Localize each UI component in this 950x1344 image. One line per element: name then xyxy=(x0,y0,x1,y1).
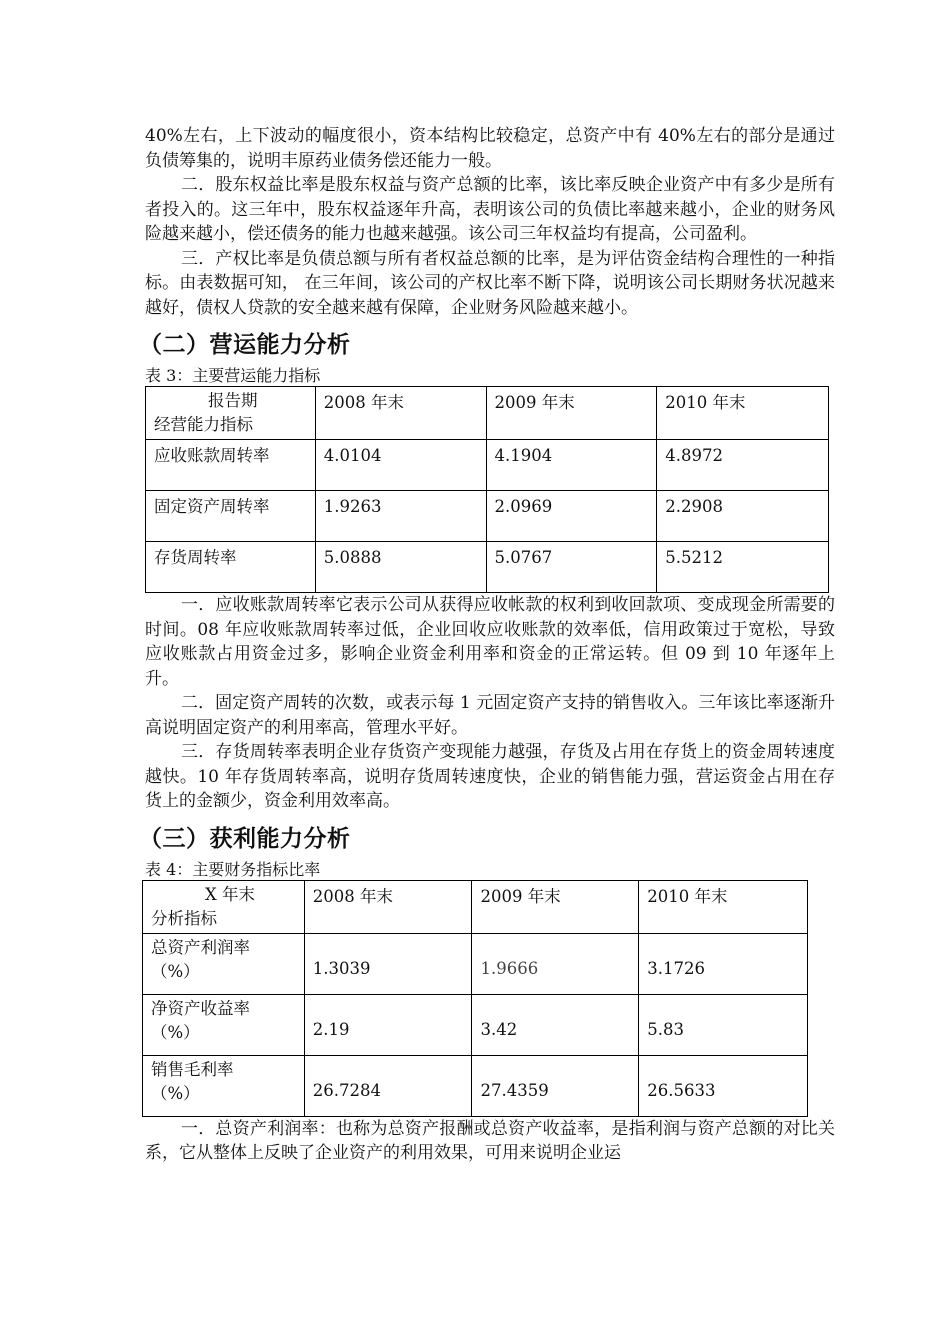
row-label-cell xyxy=(143,994,305,1055)
table-cell: 4.0104 xyxy=(315,440,486,491)
table-cell: 3.1726 xyxy=(639,933,808,994)
diagonal-header-cell xyxy=(146,387,316,440)
table-header-row xyxy=(146,387,829,440)
row-label: 净资产收益率 xyxy=(151,998,250,1018)
row-label: 存货周转率 xyxy=(146,542,316,593)
intro-paragraph-2: 二．股东权益比率是股东权益与资产总额的比率，该比率反映企业资产中有多少是所有者投入的。这三年中，股东权益逐年升高，表明该公司的负债比率越来越小，企业的财务风险越来越小，偿还债务的能力也越来越强。该公司三年权益均有提高，公司盈利。 xyxy=(145,175,835,244)
table-cell: 1.9666 xyxy=(472,933,639,994)
intro-paragraph-1: 40%左右，上下波动的幅度很小，资本结构比较稳定，总资产中有 40%左右的部分是通过负债筹集的，说明丰原药业债务偿还能力一般。 xyxy=(145,126,835,171)
operating-paragraph-3: 三．存货周转率表明企业存货资产变现能力越强，存货及占用在存货上的资金周转速度越快。10 年存货周转率高，说明存货周转速度快，企业的销售能力强，营运资金占用在存货上的金额少，资金利用效率高。 xyxy=(145,742,835,811)
header-year-label: X 年末 xyxy=(205,884,255,904)
column-header: 2009 年末 xyxy=(486,387,657,440)
table-cell: 4.1904 xyxy=(486,440,657,491)
column-header: 2008 年末 xyxy=(304,880,472,933)
table-cell: 2.19 xyxy=(304,994,472,1055)
table4-caption: 表 4：主要财务指标比率 xyxy=(145,859,321,879)
table-row xyxy=(143,933,808,994)
table-cell: 5.0888 xyxy=(315,542,486,593)
diagonal-header-cell xyxy=(143,880,305,933)
table-row xyxy=(146,542,829,593)
section-heading-profitability: （三）获利能力分析 xyxy=(139,825,351,852)
table-cell: 1.3039 xyxy=(304,933,472,994)
operating-paragraph-2: 二．固定资产周转的次数，或表示每 1 元固定资产支持的销售收入。三年该比率逐渐升高说明固定资产的利用率高，管理水平好。 xyxy=(145,693,835,738)
row-label: 总资产利润率 xyxy=(151,937,250,957)
header-indicator-label: 分析指标 xyxy=(151,908,217,928)
profitability-ratios-table xyxy=(142,880,808,1117)
table-cell: 2.0969 xyxy=(486,491,657,542)
row-label-cell xyxy=(143,933,305,994)
table-cell: 5.0767 xyxy=(486,542,657,593)
table3-caption: 表 3：主要营运能力指标 xyxy=(145,366,321,385)
table-cell: 2.2908 xyxy=(657,491,829,542)
section-heading-operating: （二）营运能力分析 xyxy=(139,332,351,358)
table-row xyxy=(146,491,829,542)
column-header: 2008 年末 xyxy=(315,387,486,440)
table-row xyxy=(146,440,829,491)
row-label-cell xyxy=(143,1055,305,1116)
table-cell: 26.7284 xyxy=(304,1055,472,1116)
table-row xyxy=(143,1055,808,1116)
table-cell: 5.5212 xyxy=(657,542,829,593)
row-unit: （%） xyxy=(151,961,200,981)
operating-paragraph-1: 一．应收账款周转率它表示公司从获得应收帐款的权利到收回款项、变成现金所需要的时间。08 年应收账款周转率过低，企业回收应收账款的效率低，信用政策过于宽松，导致应收账款占用资金过多，影响企业资金利用率和资金的正常运转。但 09 到 10 年逐年上升。 xyxy=(145,595,835,689)
row-unit: （%） xyxy=(151,1083,200,1103)
column-header: 2010 年末 xyxy=(639,880,808,933)
column-header: 2010 年末 xyxy=(657,387,829,440)
table-cell: 1.9263 xyxy=(315,491,486,542)
document-content xyxy=(139,124,835,1166)
header-period-label: 报告期 xyxy=(208,391,258,410)
header-indicator-label: 经营能力指标 xyxy=(154,415,253,434)
table-cell: 3.42 xyxy=(472,994,639,1055)
profitability-paragraph-1: 一．总资产利润率：也称为总资产报酬或总资产收益率，是指利润与资产总额的对比关系，它从整体上反映了企业资产的利用效果，可用来说明企业运 xyxy=(145,1118,835,1163)
table-row xyxy=(143,994,808,1055)
table-cell: 5.83 xyxy=(639,994,808,1055)
table-cell: 27.4359 xyxy=(472,1055,639,1116)
table-cell: 26.5633 xyxy=(639,1055,808,1116)
row-unit: （%） xyxy=(151,1022,200,1042)
intro-paragraph-3: 三．产权比率是负债总额与所有者权益总额的比率，是为评估资金结构合理性的一种指标。由表数据可知， 在三年间，该公司的产权比率不断下降，说明该公司长期财务状况越来越好，债权人贷款的安全越来越有保障，企业财务风险越来越小。 xyxy=(145,248,835,318)
row-label: 固定资产周转率 xyxy=(146,491,316,542)
operating-ratios-table xyxy=(145,386,829,593)
table-cell: 4.8972 xyxy=(657,440,829,491)
row-label: 应收账款周转率 xyxy=(146,440,316,491)
column-header: 2009 年末 xyxy=(472,880,639,933)
table-header-row xyxy=(143,880,808,933)
row-label: 销售毛利率 xyxy=(151,1059,234,1079)
